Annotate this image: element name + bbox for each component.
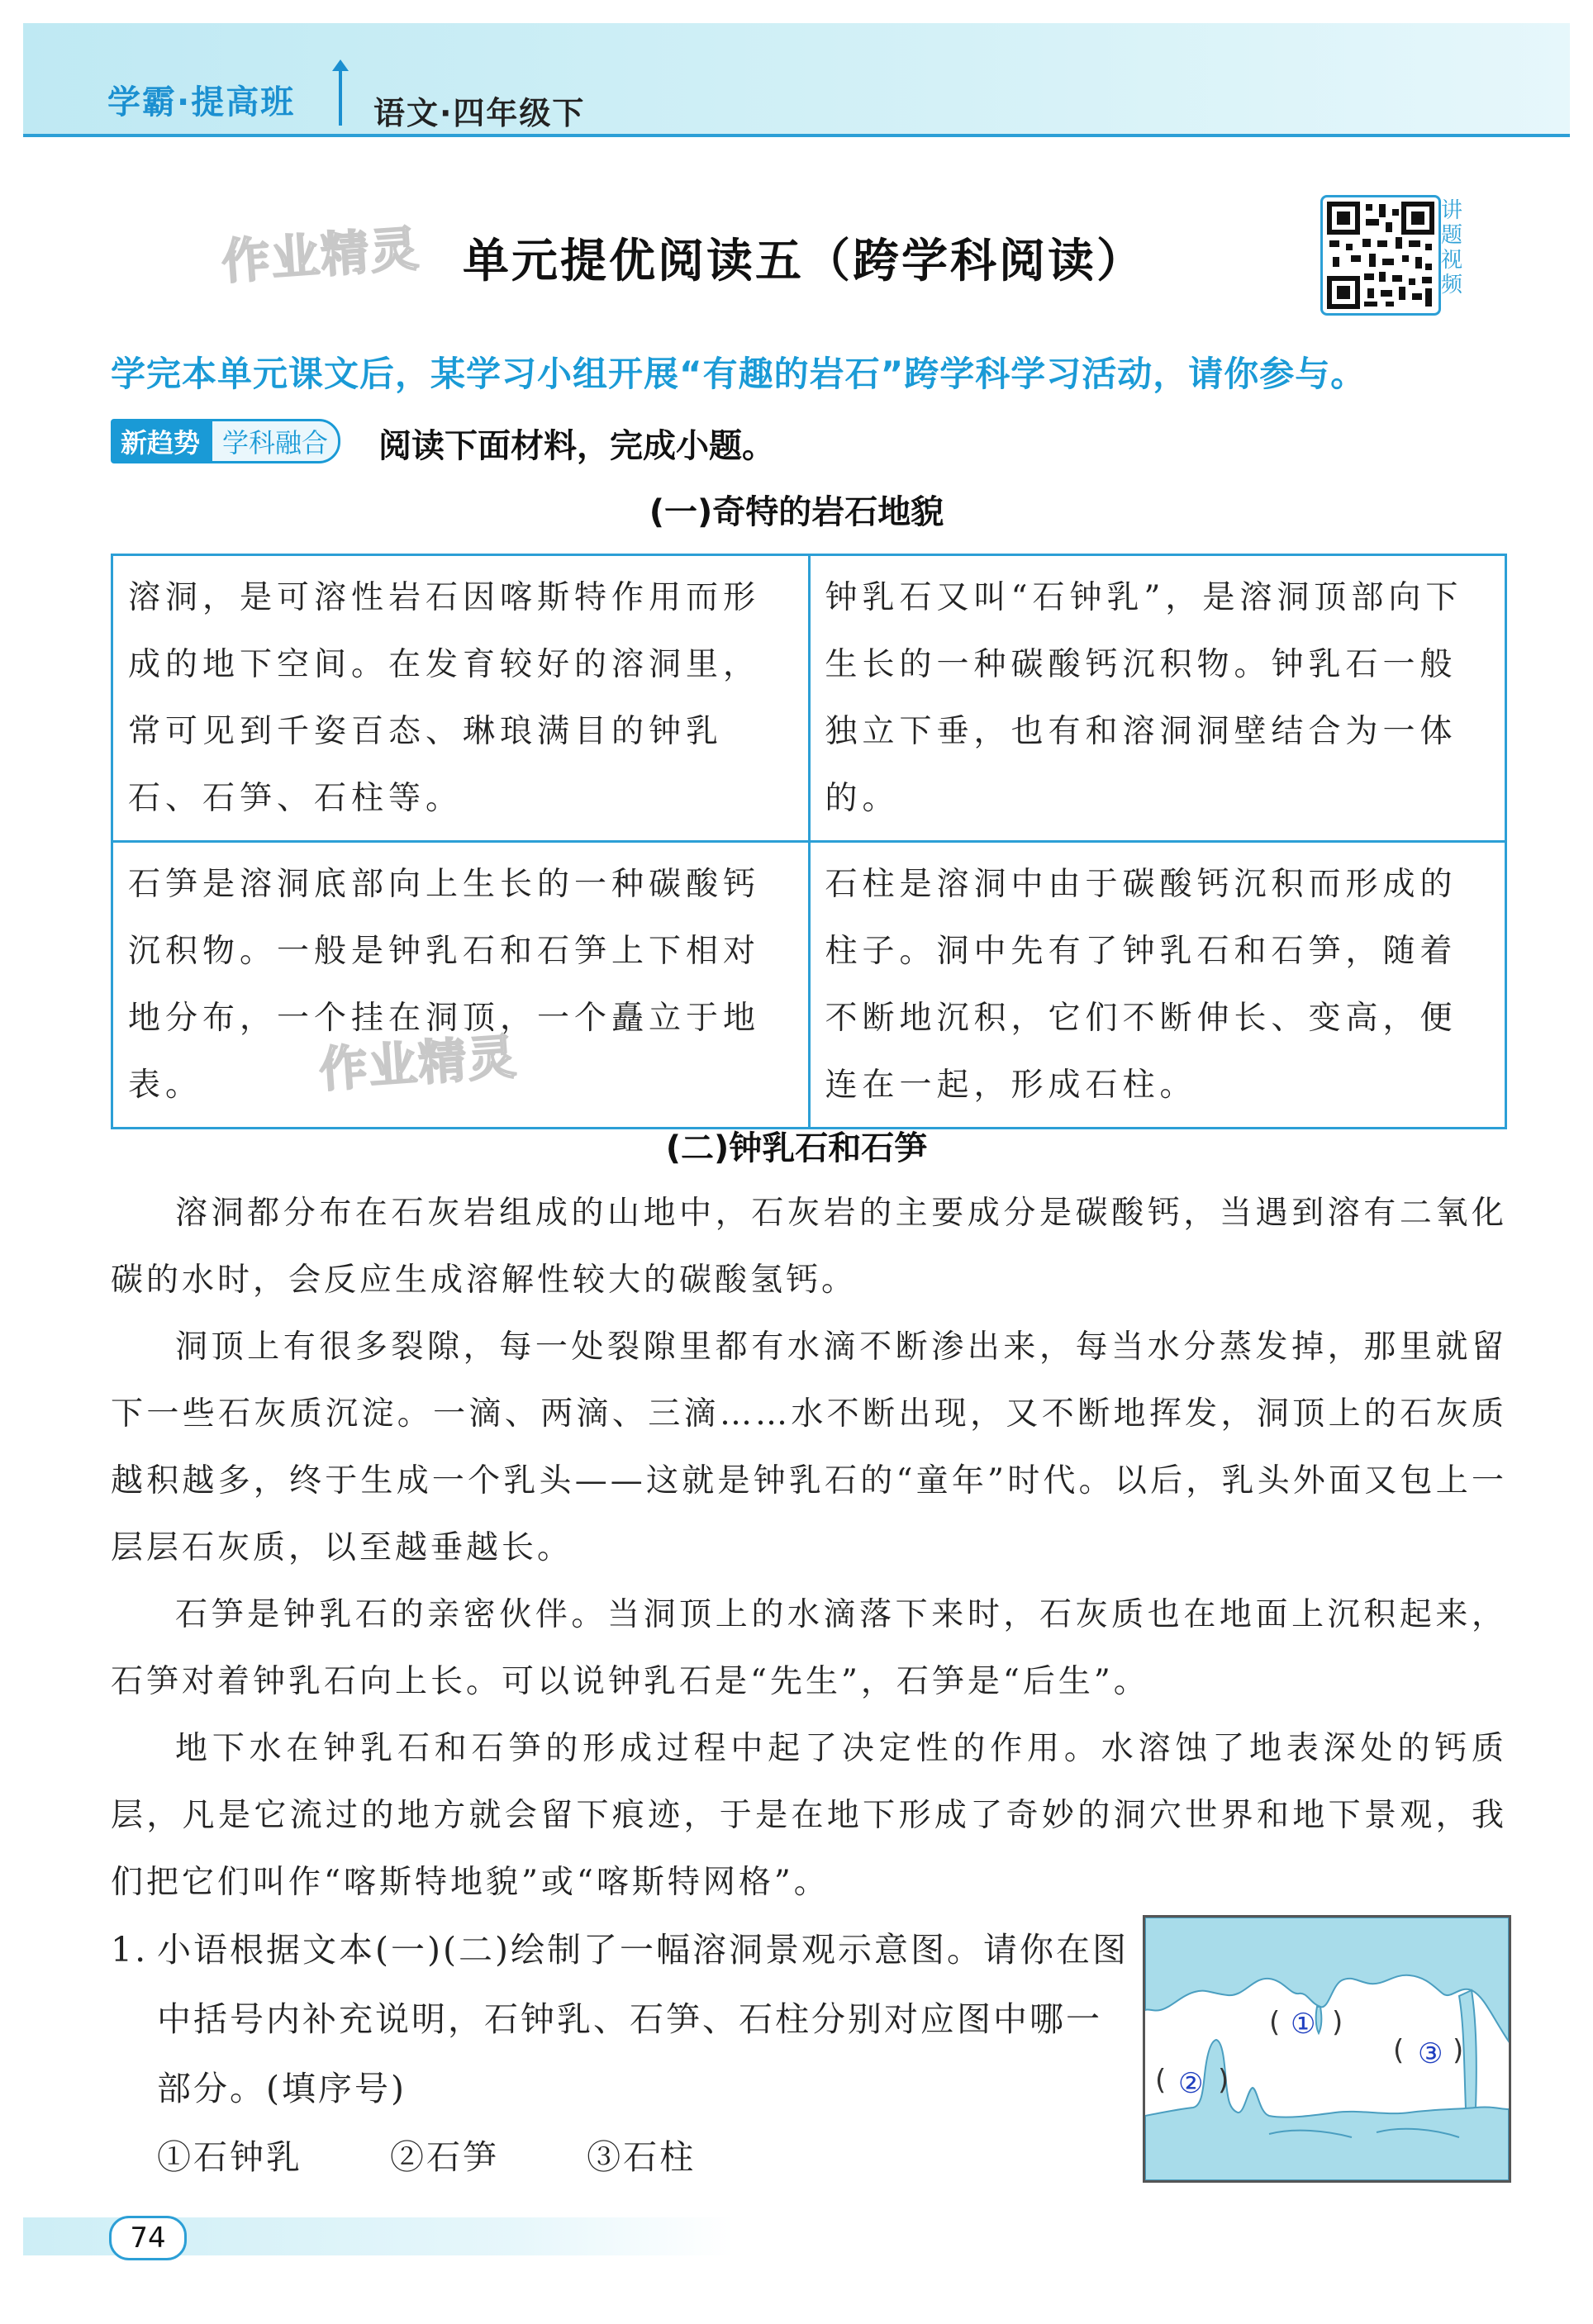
video-label[interactable]: 讲题视频: [1441, 198, 1463, 297]
svg-text:): ): [1453, 2034, 1464, 2067]
subject-label: 语文·四年级下: [373, 95, 586, 131]
question-options: [157, 2130, 770, 2179]
tag-group: [111, 420, 340, 463]
svg-text:(: (: [1155, 2064, 1167, 2097]
label-3: ③: [1418, 2037, 1443, 2070]
cave-diagram: [1143, 1915, 1511, 2183]
brand-label: 学霸·提高班: [107, 83, 296, 121]
watermark-top: 作业精灵: [220, 220, 422, 291]
option-stalagmite: ②石笋: [390, 2137, 500, 2177]
option-stalactite: ①石钟乳: [157, 2137, 302, 2177]
watermark-middle: 作业精灵: [317, 1028, 520, 1099]
table-cell: 溶洞，是可溶性岩石因喀斯特作用而形成的地下空间。在发育较好的溶洞里，常可见到千姿百态、琳琅满目的钟乳石、石笋、石柱等。: [112, 555, 810, 842]
tag-trend: 新趋势: [111, 419, 210, 463]
label-2: ②: [1178, 2067, 1204, 2100]
section-title-2: (二)钟乳石和石笋: [665, 1129, 928, 1167]
tag-fusion: 学科融合: [210, 419, 340, 463]
paragraph: 洞顶上有很多裂隙，每一处裂隙里都有水滴不断渗出来，每当水分蒸发掉，那里就留下一些石灰质沉淀。一滴、两滴、三滴……水不断出现，又不断地挥发，洞顶上的石灰质越积越多，终于生成一个乳头——这就是钟乳石的“童年”时代。以后，乳头外面又包上一层层石灰质，以至越垂越长。: [111, 1328, 1507, 1566]
arrow-up-icon: [339, 68, 342, 126]
header-rule: [23, 134, 1570, 137]
table-cell: 石笋是溶洞底部向上生长的一种碳酸钙沉积物。一般是钟乳石和石笋上下相对地分布，一个挂在洞顶，一个矗立于地表。: [112, 842, 810, 1129]
page-number: 74: [109, 2216, 187, 2260]
intro-text: 学完本单元课文后，某学习小组开展“有趣的岩石”跨学科学习活动，请你参与。: [111, 354, 1367, 394]
page-title: 单元提优阅读五（跨学科阅读）: [463, 235, 1145, 288]
section-title-1: (一)奇特的岩石地貌: [649, 493, 944, 531]
table-cell: 石柱是溶洞中由于碳酸钙沉积而形成的柱子。洞中先有了钟乳石和石笋，随着不断地沉积，它们不断伸长、变高，便连在一起，形成石柱。: [809, 842, 1506, 1129]
question-number: 1.: [111, 1930, 149, 1970]
paragraph: 溶洞都分布在石灰岩组成的山地中，石灰岩的主要成分是碳酸钙，当遇到溶有二氧化碳的水时，会反应生成溶解性较大的碳酸氢钙。: [111, 1195, 1507, 1299]
svg-text:(: (: [1393, 2034, 1405, 2067]
option-pillar: ③石柱: [587, 2137, 697, 2177]
question-1: [111, 1915, 1135, 2123]
table-row: [112, 555, 1506, 842]
article-body: [111, 1180, 1507, 1916]
paragraph: 地下水在钟乳石和石笋的形成过程中起了决定性的作用。水溶蚀了地表深处的钙质层，凡是它流过的地方就会留下痕迹，于是在地下形成了奇妙的洞穴世界和地下景观，我们把它们叫作“喀斯特地貌”或“喀斯特网格”。: [111, 1730, 1507, 1901]
svg-text:(: (: [1269, 2006, 1281, 2039]
question-text: 小语根据文本(一)(二)绘制了一幅溶洞景观示意图。请你在图中括号内补充说明，石钟乳、石笋、石柱分别对应图中哪一部分。(填序号): [157, 1930, 1129, 2108]
table-cell: 钟乳石又叫“石钟乳”，是溶洞顶部向下生长的一种碳酸钙沉积物。钟乳石一般独立下垂，也有和溶洞洞壁结合为一体的。: [809, 555, 1506, 842]
svg-text:): ): [1218, 2064, 1229, 2097]
qr-code-icon[interactable]: [1320, 195, 1441, 316]
instruction: 阅读下面材料，完成小题。: [378, 427, 775, 465]
label-1: ①: [1291, 2008, 1316, 2041]
paragraph: 石笋是钟乳石的亲密伙伴。当洞顶上的水滴落下来时，石灰质也在地面上沉积起来，石笋对着钟乳石向上长。可以说钟乳石是“先生”，石笋是“后生”。: [111, 1596, 1507, 1700]
svg-text:): ): [1332, 2006, 1343, 2039]
